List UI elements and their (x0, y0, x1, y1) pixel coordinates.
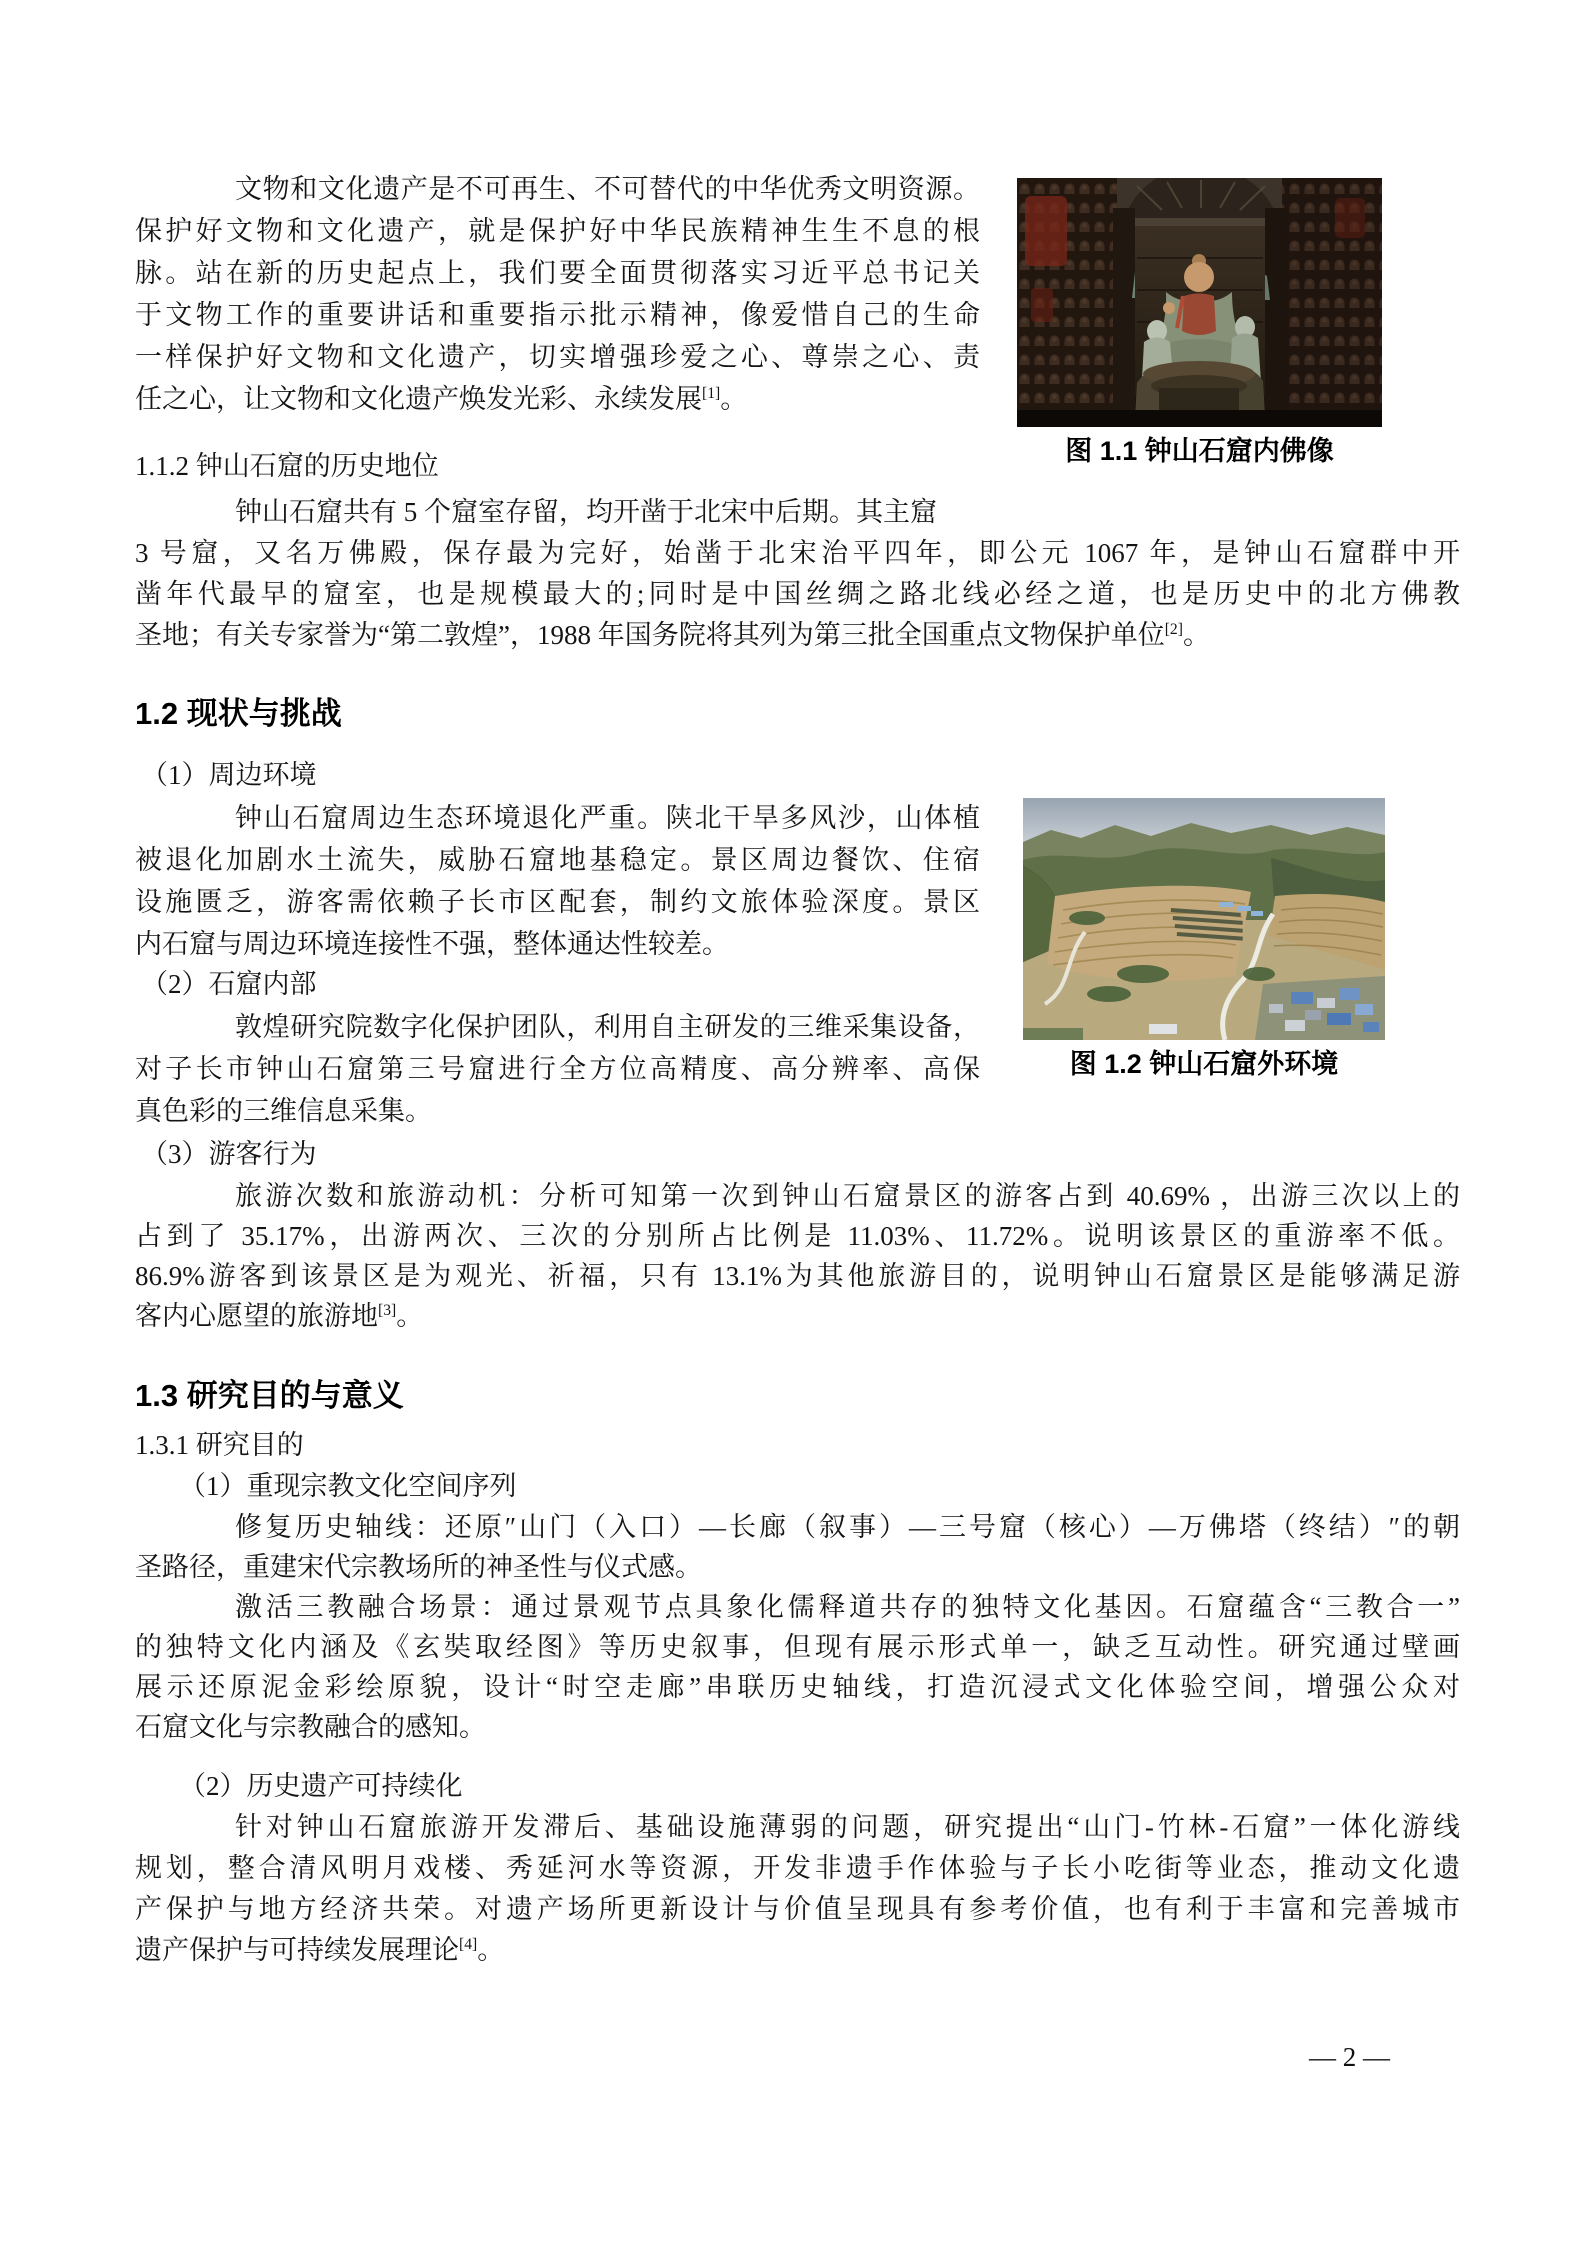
item-label-visitor-behavior: （3）游客行为 (141, 1139, 317, 1169)
paragraph-three-religions: 激活三教融合场景：通过景观节点具象化儒释道共存的独特文化基因。石窟蕴含“三教合一” 的独特文化内涵及《玄奘取经图》等历史叙事，但现有展示形式单一，缺乏互动性。研究通过壁画 展示还原泥金彩绘原貌，设计“时空走廊”串联历史轴线，打造沉浸式文化体验空间，增强公众对 石窟文化与宗教融合的感知。 (135, 1592, 1460, 1742)
grotto-buddha-photo (1017, 178, 1382, 427)
paragraph-heritage-sustainability: 针对钟山石窟旅游开发滞后、基础设施薄弱的问题，研究提出“山门-竹林-石窟”一体化游线 规划，整合清风明月戏楼、秀延河水等资源，开发非遗手作体验与子长小吃街等业态，推动文化遗 产保护与地方经济共荣。对遗产场所更新设计与价值呈现具有参考价值，也有利于丰富和完善城市 遗产保护与可持续发展理论[4]。 (135, 1812, 1460, 1965)
page-number: — 2 — (1309, 2042, 1390, 2072)
item-label-goal-1: （1）重现宗教文化空间序列 (179, 1471, 517, 1501)
figure-1-1 (1017, 178, 1382, 468)
paragraph-visitor-statistics: 旅游次数和旅游动机：分析可知第一次到钟山石窟景区的游客占到 40.69% ，出游三次以上的 占到了 35.17%，出游两次、三次的分别所占比例是 11.03%、11.72%。说明该景区的重游率不低。 86.9%游客到该景区是为观光、祈福，只有 13.1%为其他旅游目的，说明钟山石窟景区是能够满足游 客内心愿望的旅游地[3]。 (135, 1181, 1460, 1331)
figure-1-2-caption: 图 1.2 钟山石窟外环境 (1069, 1049, 1339, 1079)
paragraph-history-line1: 钟山石窟共有 5 个窟室存留，均开凿于北宋中后期。其主窟 (235, 497, 937, 527)
item-label-interior: （2）石窟内部 (141, 969, 317, 999)
paragraph-environment: 钟山石窟周边生态环境退化严重。陕北干旱多风沙，山体植 被退化加剧水土流失，威胁石窟地基稳定。景区周边餐饮、住宿 设施匮乏，游客需依赖子长市区配套，制约文旅体验深度。景区 内石窟与周边环境连接性不强，整体通达性较差。 (135, 803, 980, 959)
item-label-goal-2: （2）历史遗产可持续化 (179, 1771, 463, 1801)
heading-1-1-2: 1.1.2 钟山石窟的历史地位 (135, 451, 439, 481)
heading-1-3: 1.3 研究目的与意义 (135, 1378, 404, 1413)
paragraph-historic-axis: 修复历史轴线：还原″山门（入口）—长廊（叙事）—三号窟（核心）—万佛塔（终结）″的朝 圣路径，重建宋代宗教场所的神圣性与仪式感。 (135, 1512, 1460, 1582)
paragraph-intro: 文物和文化遗产是不可再生、不可替代的中华优秀文明资源。 保护好文物和文化遗产，就是保护好中华民族精神生生不息的根 脉。站在新的历史起点上，我们要全面贯彻落实习近平总书记关 于文物工作的重要讲话和重要指示批示精神，像爱惜自己的生命 一样保护好文物和文化遗产，切实增强珍爱之心、尊崇之心、责 任之心，让文物和文化遗产焕发光彩、永续发展[1]。 (135, 174, 980, 414)
heading-1-3-1: 1.3.1 研究目的 (135, 1430, 304, 1460)
paragraph-history: 3 号窟，又名万佛殿，保存最为完好，始凿于北宋治平四年，即公元 1067 年，是钟山石窟群中开 凿年代最早的窟室，也是规模最大的;同时是中国丝绸之路北线必经之道，也是历史中的北方佛教 圣地；有关专家誉为“第二敦煌”，1988 年国务院将其列为第三批全国重点文物保护单位[2]。 (135, 538, 1460, 650)
item-label-environment: （1）周边环境 (141, 760, 317, 790)
heading-1-2: 1.2 现状与挑战 (135, 696, 342, 731)
aerial-terraces-photo (1023, 798, 1385, 1040)
paragraph-interior: 敦煌研究院数字化保护团队，利用自主研发的三维采集设备， 对子长市钟山石窟第三号窟进行全方位高精度、高分辨率、高保 真色彩的三维信息采集。 (135, 1012, 980, 1126)
figure-1-1-caption: 图 1.1 钟山石窟内佛像 (1065, 436, 1334, 466)
figure-1-2 (1023, 798, 1385, 1081)
